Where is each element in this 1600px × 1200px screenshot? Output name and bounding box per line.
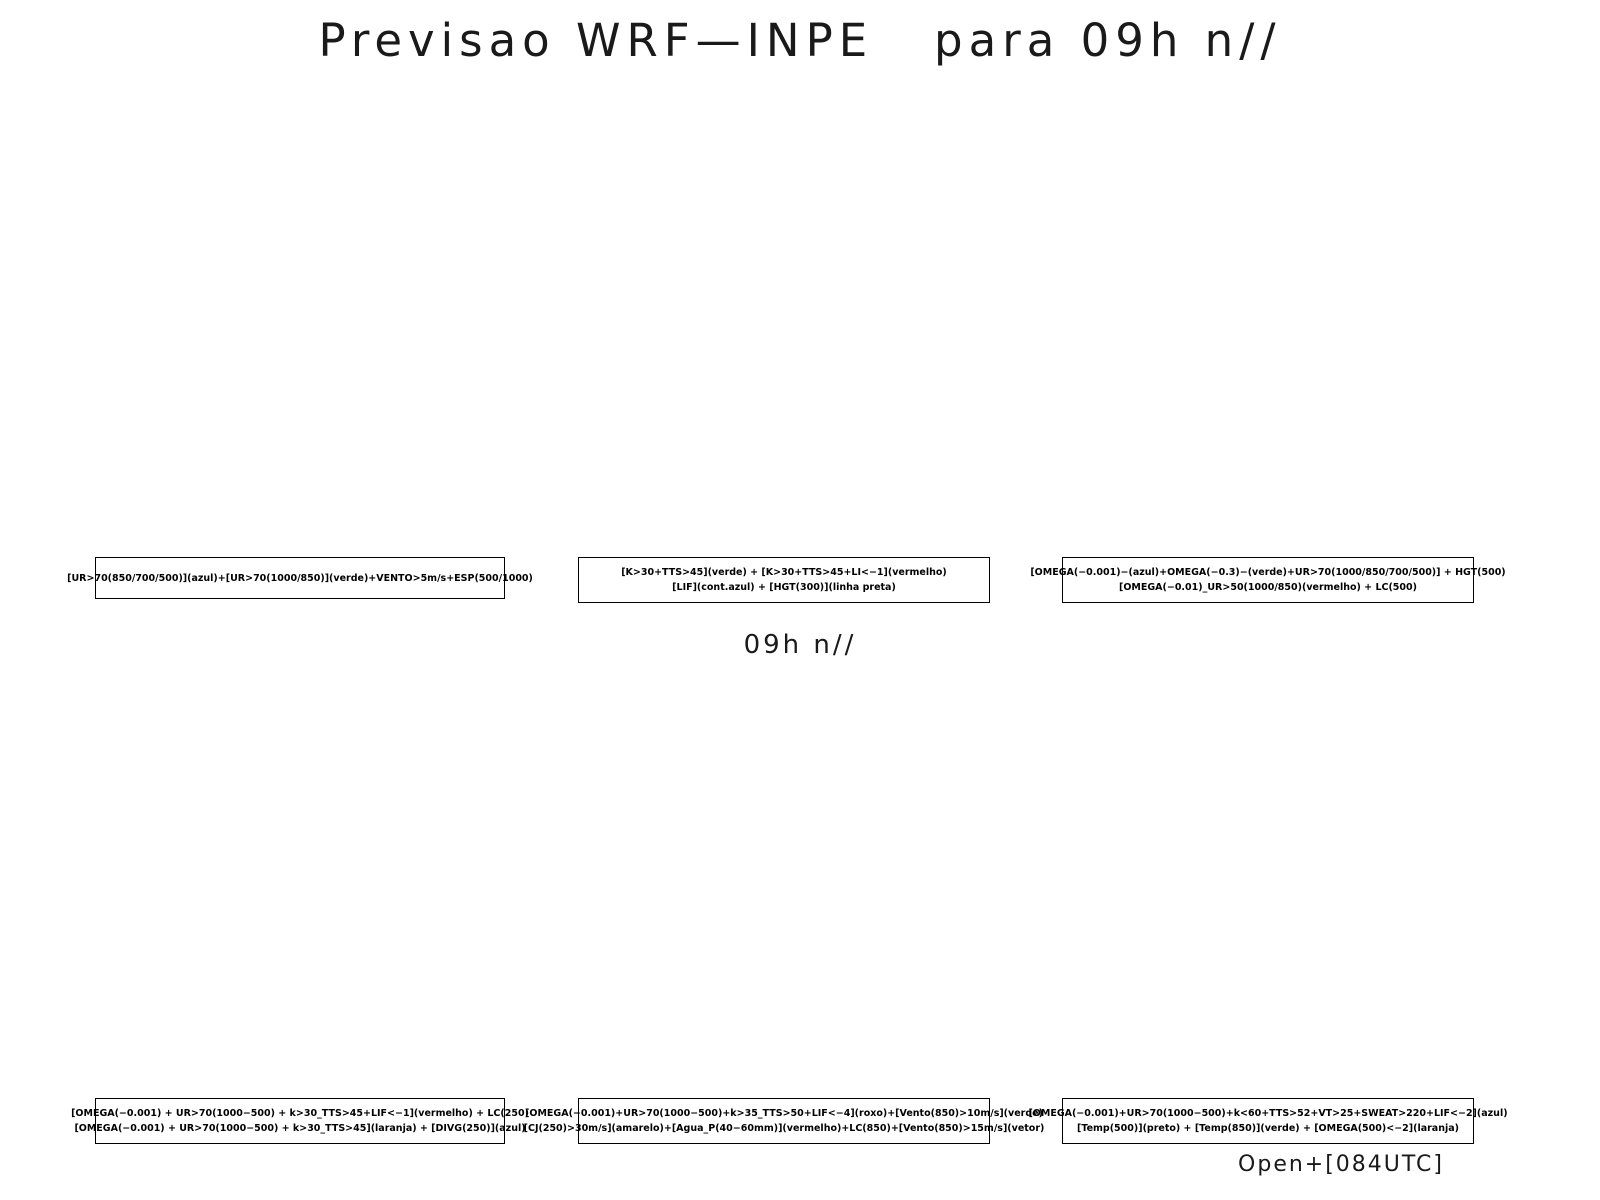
legend-box-omega-ur-hgt-lc <box>1030 557 1506 603</box>
legend-line: [OMEGA(−0.001)−(azul)+OMEGA(−0.3)−(verde)+UR>70(1000/850/700/500)] + HGT(500) <box>1030 567 1506 578</box>
mid-caption: 09h n// <box>743 630 857 660</box>
legend-line: [UR>70(850/700/500)](azul)+[UR>70(1000/850)](verde)+VENTO>5m/s+ESP(500/1000) <box>67 572 533 584</box>
legend-line: [OMEGA(−0.01)_UR>50(1000/850)(vermelho) + LC(500) <box>1119 582 1417 593</box>
legend-line: [OMEGA(−0.001) + UR>70(1000−500) + k>30_TTS>45](laranja) + [DIVG(250)](azul) <box>74 1123 526 1134</box>
footer-label: Open+[084UTC] <box>1238 1152 1444 1177</box>
legend-line: [LIF](cont.azul) + [HGT(300)](linha preta) <box>672 582 896 593</box>
page-title: Previsao WRF—INPE para 09h n// <box>318 14 1282 67</box>
legend-box-omega-cj-agua-vento <box>523 1098 1045 1144</box>
legend-box-omega-ur-k-tts-lc <box>71 1098 529 1144</box>
legend-box-k-tts-lif-hgt <box>578 557 990 603</box>
legend-line: [OMEGA(−0.001)+UR>70(1000−500)+k>35_TTS>50+LIF<−4](roxo)+[Vento(850)>10m/s](verde) <box>525 1108 1043 1119</box>
legend-box-ur-vento-esp <box>67 557 533 599</box>
legend-line: [K>30+TTS>45](verde) + [K>30+TTS>45+LI<−1](vermelho) <box>621 567 947 578</box>
legend-line: [CJ(250)>30m/s](amarelo)+[Agua_P(40−60mm)](vermelho)+LC(850)+[Vento(850)>15m/s](vetor) <box>523 1123 1045 1134</box>
legend-line: [OMEGA(−0.001)+UR>70(1000−500)+k<60+TTS>52+VT>25+SWEAT>220+LIF<−2](azul) <box>1028 1108 1508 1119</box>
legend-box-omega-sweat-temp <box>1028 1098 1508 1144</box>
legend-line: [OMEGA(−0.001) + UR>70(1000−500) + k>30_TTS>45+LIF<−1](vermelho) + LC(250) <box>71 1108 529 1119</box>
legend-line: [Temp(500)](preto) + [Temp(850)](verde) + [OMEGA(500)<−2](laranja) <box>1077 1123 1459 1134</box>
